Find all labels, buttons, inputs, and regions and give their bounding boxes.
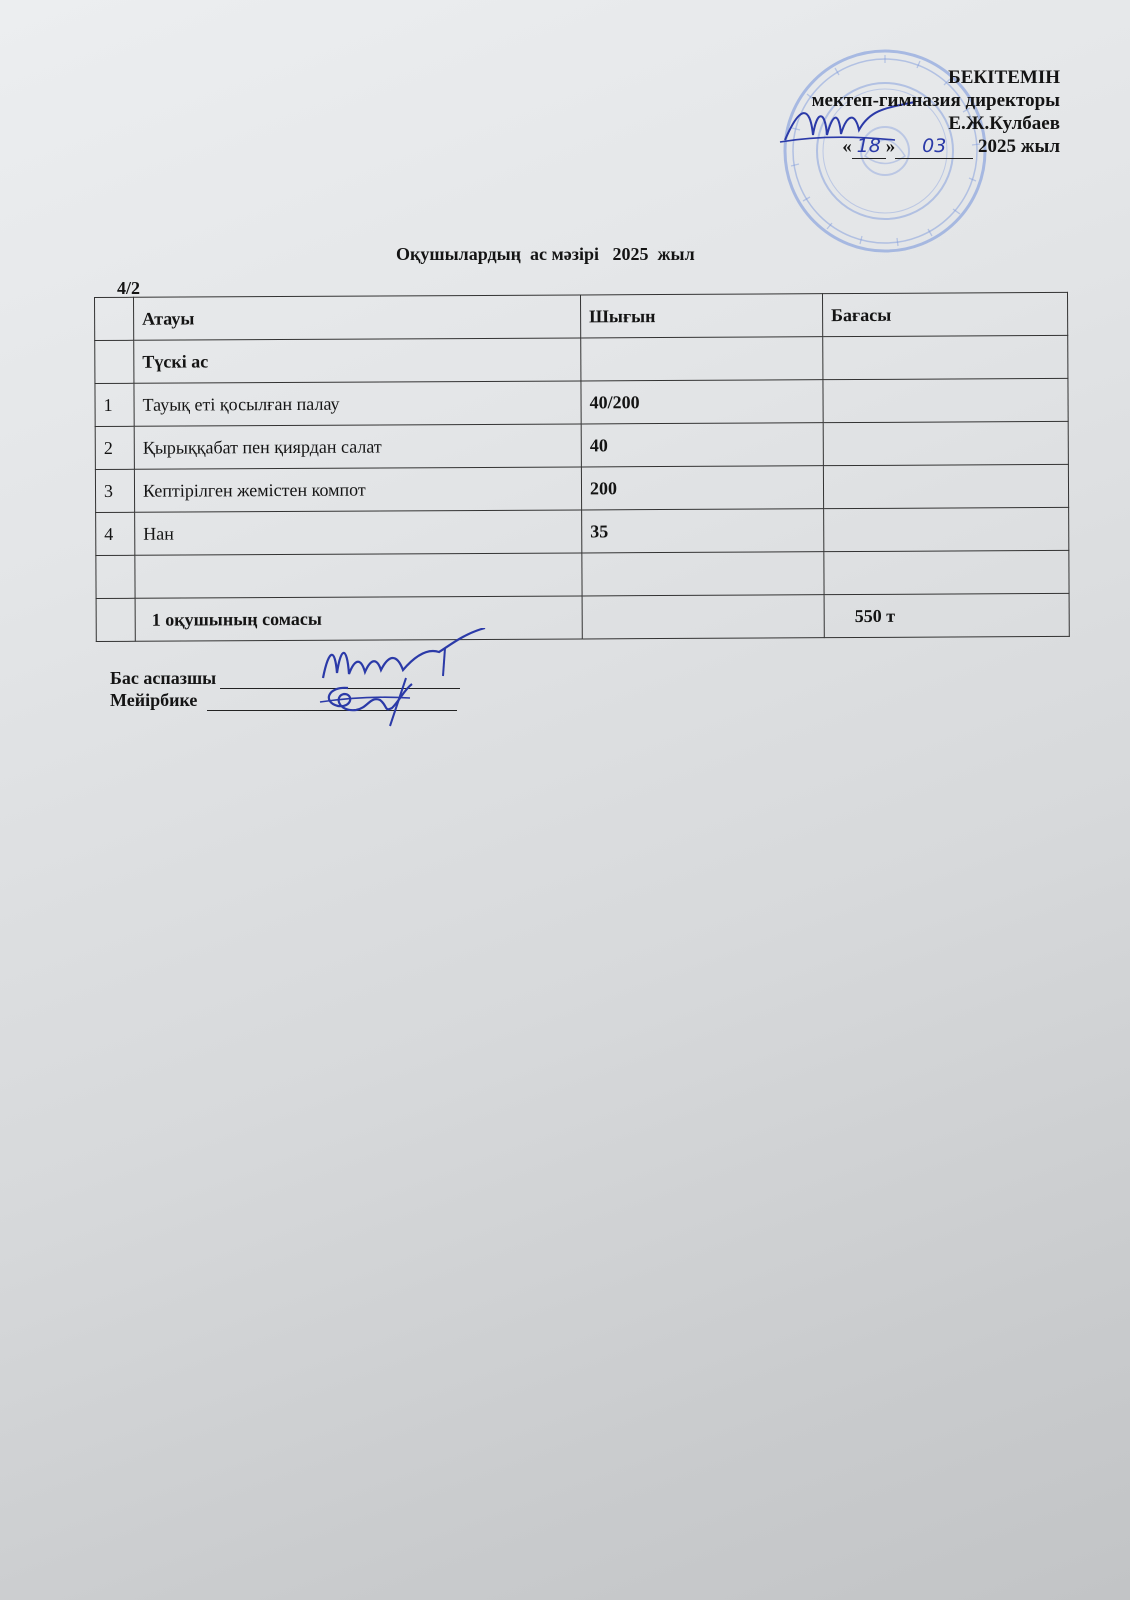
- row-name: Қырыққабат пен қиярдан салат: [134, 424, 581, 469]
- row-output: 200: [581, 466, 823, 510]
- row-price: [823, 421, 1068, 465]
- row-num: 4: [96, 512, 135, 555]
- table-header-row: [95, 292, 1068, 340]
- page-code: 4/2: [117, 278, 141, 298]
- section-row: [95, 335, 1068, 383]
- row-name: Кептірілген жемістен компот: [134, 467, 581, 512]
- approval-heading: БЕКІТЕМІН: [948, 67, 1060, 88]
- row-num: 3: [95, 469, 134, 512]
- date-day: 18: [852, 135, 886, 159]
- total-label: 1 оқушының сомасы: [135, 596, 582, 641]
- date-year: 2025 жыл: [977, 136, 1060, 157]
- section-label: Түскі ас: [134, 338, 581, 383]
- row-num: 1: [95, 383, 134, 426]
- approval-block: [700, 66, 1060, 159]
- menu-table: [94, 292, 1070, 642]
- total-output: [582, 595, 824, 639]
- empty-cell: [135, 553, 582, 598]
- row-name: Тауық еті қосылған палау: [134, 381, 581, 426]
- header-output: Шығын: [580, 294, 822, 338]
- menu-title: Оқушылардың ас мәзірі 2025 жыл: [396, 244, 695, 264]
- row-price: [824, 507, 1069, 551]
- row-num: 2: [95, 426, 134, 469]
- empty-row: [96, 550, 1069, 598]
- row-output: 35: [582, 509, 824, 553]
- empty-cell: [96, 555, 135, 598]
- row-price: [823, 464, 1068, 508]
- approval-position: мектеп-гимназия директоры: [811, 90, 1060, 111]
- date-open-quote: «: [842, 136, 852, 157]
- row-price: [823, 378, 1068, 422]
- row-name: Нан: [135, 510, 582, 555]
- row-output: 40: [581, 423, 823, 467]
- empty-cell: [582, 552, 824, 596]
- header-name: Атауы: [134, 295, 581, 340]
- empty-cell: [824, 550, 1069, 594]
- nurse-label: Мейірбике: [110, 690, 198, 710]
- header-price: Бағасы: [822, 292, 1067, 336]
- header-num: [95, 297, 134, 340]
- table-row: [95, 421, 1068, 469]
- chef-label: Бас аспазшы: [110, 668, 217, 688]
- total-value: 550 т: [824, 593, 1069, 637]
- total-num: [96, 598, 135, 641]
- nurse-signature: [318, 672, 428, 732]
- section-price: [823, 335, 1068, 379]
- approval-date: [700, 135, 1060, 159]
- table-row: [95, 378, 1068, 426]
- section-output: [581, 337, 823, 381]
- row-output: 40/200: [581, 380, 823, 424]
- date-month: 03: [895, 135, 973, 159]
- table-row: [95, 464, 1068, 512]
- date-close-quote: »: [885, 136, 896, 157]
- total-row: [96, 593, 1069, 641]
- section-num: [95, 340, 134, 383]
- table-row: [96, 507, 1069, 555]
- approval-name: Е.Ж.Кулбаев: [948, 113, 1060, 134]
